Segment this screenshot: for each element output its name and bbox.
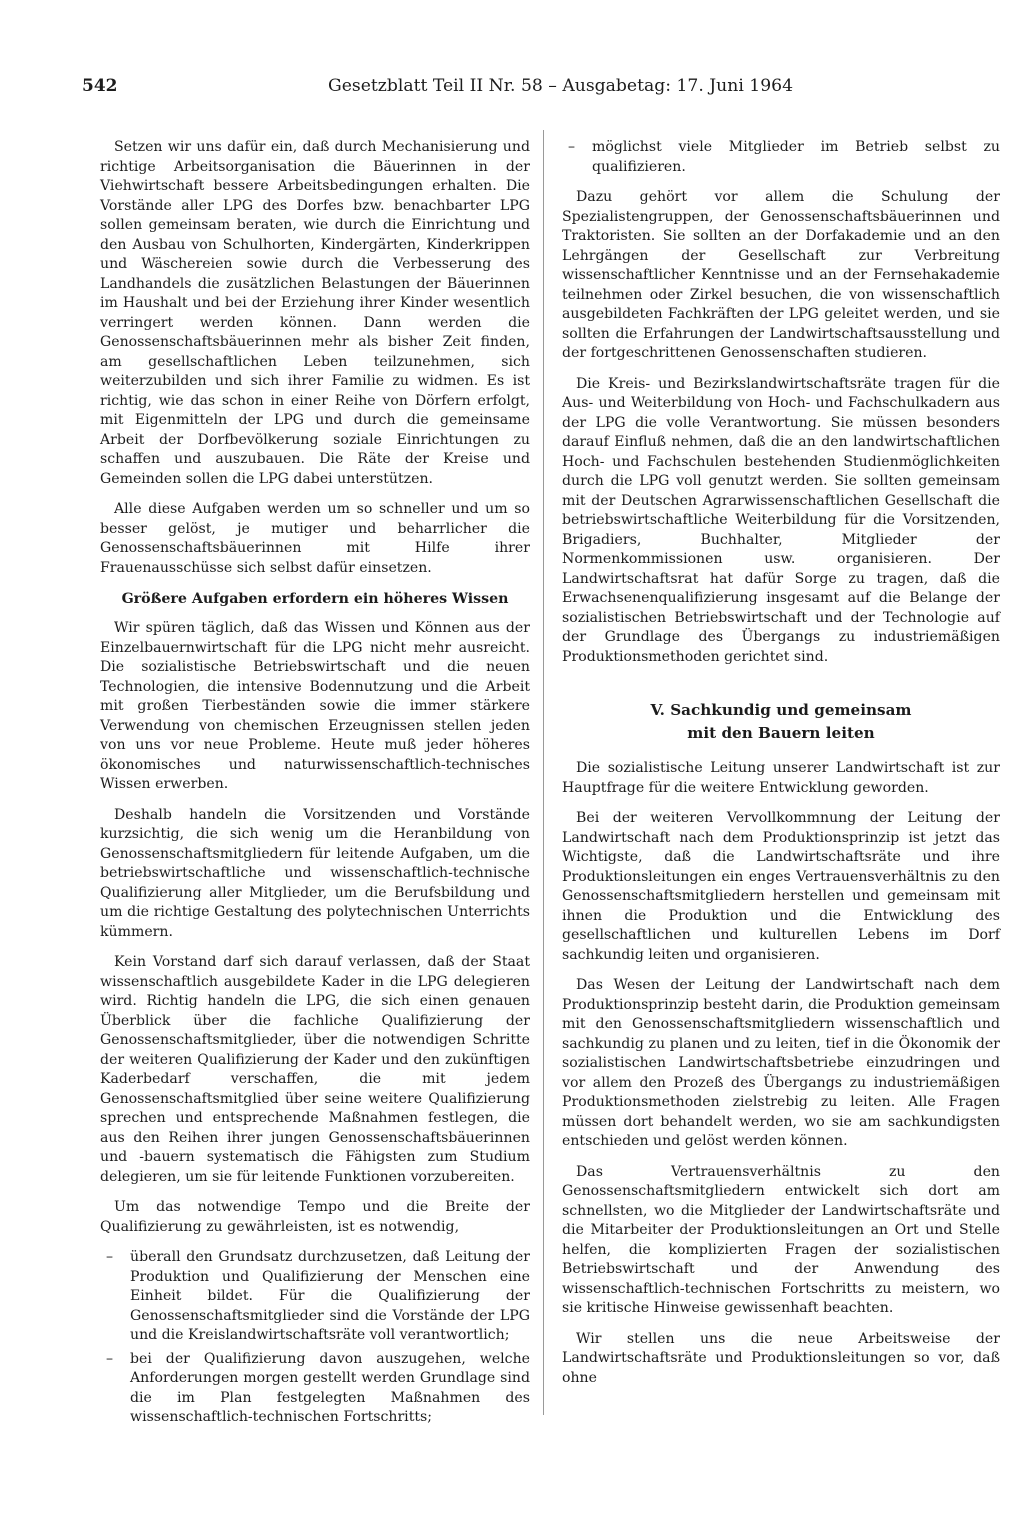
paragraph: Wir stellen uns die neue Arbeitsweise der Landwirtschaftsräte und Produktionsleitungen so vor, daß ohne	[562, 1330, 1000, 1386]
list-item: – möglichst viele Mitglieder im Betrieb selbst zu qualifizieren.	[562, 138, 1000, 177]
page-number: 542	[82, 76, 118, 96]
section-heading: Größere Aufgaben erfordern ein höheres Wissen	[121, 591, 509, 607]
paragraph: Das Vertrauensverhältnis zu den Genossenschaftsmitgliedern entwickelt sich dort am schnellsten, wo die Mitglieder der Landwirtschaftsräte und die Mitarbeiter der Produktionsleitungen an Ort und Stelle helfen, die komplizierten Fragen der sozialistischen Betriebswirtschaft und der Anwendung des wissenschaftlich-technischen Fortschritts zu meistern, wo sie kritische Hinweise gewissenhaft beachten.	[562, 1163, 1000, 1316]
column-divider	[543, 130, 544, 1415]
right-column	[562, 138, 1000, 1399]
chapter-heading-line: V. Sachkundig und gemeinsam	[650, 701, 912, 719]
list-item: – bei der Qualifizierung davon auszugehen, welche Anforderungen morgen gestellt werden Grundlage sind die im Plan festgelegten Maßnahmen des wissenschaftlich-technischen Fortschritts;	[100, 1350, 530, 1428]
page-header	[82, 76, 986, 104]
paragraph: Die Kreis- und Bezirkslandwirtschaftsräte tragen für die Aus- und Weiterbildung von Hoch- und Fachschulkadern aus der LPG die volle Verantwortung. Sie müssen besonders darauf Einfluß nehmen, daß die an den landwirtschaftlichen Hoch- und Fachschulen bestehenden Studienmöglichkeiten durch die LPG voll genutzt werden. Sie sollten gemeinsam mit der Deutschen Agrarwissenschaftlichen Gesellschaft die betriebswirtschaftliche Weiterbildung für die Vorsitzenden, Brigadiers, Buchhalter, Mitglieder der Normenkommissionen usw. organisieren. Der Landwirtschaftsrat hat dafür Sorge zu tragen, daß die Erwachsenenqualifizierung insgesamt auf die Belange der sozialistischen Betriebswirtschaft und der Technologie auf der Grundlage des Übergangs zu industriemäßigen Produktionsmethoden gerichtet sind.	[562, 375, 1000, 665]
paragraph: Wir spüren täglich, daß das Wissen und Können aus der Einzelbauernwirtschaft für die LPG nicht mehr ausreicht. Die sozialistische Betriebswirtschaft und die neuen Technologien, die intensive Bodennutzung und die Arbeit mit großen Tierbeständen sowie die immer stärkere Verwendung von chemischen Erzeugnissen stellen jeden von uns vor neue Probleme. Heute muß jeder höheres ökonomisches und naturwissenschaftlich-technisches Wissen erwerben.	[100, 620, 530, 792]
running-head: Gesetzblatt Teil II Nr. 58 – Ausgabetag: 17. Juni 1964	[328, 76, 794, 96]
paragraph: Das Wesen der Leitung der Landwirtschaft nach dem Produktionsprinzip besteht darin, die Produktion gemeinsam mit den Genossenschaftsmitgliedern wissenschaftlich und sachkundig zu planen und zu leiten, tief in die Ökonomik der sozialistischen Landwirtschaftsbetriebe einzudringen und vor allem den Prozeß des Übergangs zu industriemäßigen Produktionsmethoden zielstrebig zu leiten. Alle Fragen müssen dort behandelt werden, wo sie am sachkundigsten entschieden und gelöst werden können.	[562, 977, 1000, 1149]
list-item: – überall den Grundsatz durchzusetzen, daß Leitung der Produktion und Qualifizierung der Menschen eine Einheit bildet. Für die Qualifizierung der Genossenschaftsmitglieder sind die Vorstände der LPG und die Kreislandwirtschaftsräte voll verantwortlich;	[100, 1248, 530, 1346]
paragraph: Dazu gehört vor allem die Schulung der Spezialistengruppen, der Genossenschaftsbäuerinnen und Traktoristen. Sie sollten an der Dorfakademie und an den Lehrgängen der Gesellschaft zur Verbreitung wissenschaftlicher Kenntnisse und an der Fernsehakademie teilnehmen oder Zirkel besuchen, die von wissenschaftlich ausgebildeten Fachkräften der LPG geleitet werden, und sie sollten die Erfahrungen der Landwirtschaftsausstellung und der fortgeschrittenen Genossenschaften studieren.	[562, 189, 1000, 361]
paragraph: Setzen wir uns dafür ein, daß durch Mechanisierung und richtige Arbeitsorganisation die Bäuerinnen in der Viehwirtschaft bessere Arbeitsbedingungen erhalten. Die Vorstände aller LPG des Dorfes bzw. benachbarter LPG sollen gemeinsam beraten, wie durch die Einrichtung und den Ausbau von Schulhorten, Kindergärten, Kinderkrippen und Wäschereien sowie durch die Verbesserung des Landhandels die zusätzlichen Belastungen der Bäuerinnen im Haushalt und bei der Erziehung ihrer Kinder wesentlich verringert werden können. Dann werden die Genossenschaftsbäuerinnen mehr als bisher Zeit finden, am gesellschaftlichen Leben teilzunehmen, sich weiterzubilden und sich ihrer Familie zu widmen. Es ist richtig, wie das schon in einer Reihe von Dörfern erfolgt, mit Eigenmitteln der LPG und durch die gemeinsame Arbeit der Dorfbevölkerung soziale Einrichtungen zu schaffen und auszubauen. Die Räte der Kreise und Gemeinden sollen die LPG dabei unterstützen.	[100, 139, 530, 487]
paragraph: Die sozialistische Leitung unserer Landwirtschaft ist zur Hauptfrage für die weitere Entwicklung geworden.	[562, 760, 1000, 796]
paragraph: Alle diese Aufgaben werden um so schneller und um so besser gelöst, je mutiger und beharrlicher die Genossenschaftsbäuerinnen mit Hilfe ihrer Frauenausschüsse sich selbst dafür einsetzen.	[100, 501, 530, 576]
chapter-heading	[562, 699, 1000, 745]
paragraph: Deshalb handeln die Vorsitzenden und Vorstände kurzsichtig, die sich wenig um die Heranbildung von Genossenschaftsmitgliedern für leitende Aufgaben, um die betriebswirtschaftliche und wissenschaftlich-technische Qualifizierung aller Mitglieder, um die Berufsbildung und um die richtige Gestaltung des polytechnischen Unterrichts kümmern.	[100, 806, 530, 940]
paragraph: Bei der weiteren Vervollkommnung der Leitung der Landwirtschaft nach dem Produktionsprinzip ist jetzt das Wichtigste, daß die Landwirtschaftsräte und ihre Produktionsleitungen ein enges Vertrauensverhältnis zu den Genossenschaftsmitgliedern herstellen und gemeinsam mit ihnen die Produktion und die Entwicklung des gesellschaftlichen und kulturellen Lebens im Dorf sachkundig leiten und organisieren.	[562, 810, 1000, 963]
dash-list	[100, 1248, 530, 1428]
paragraph: Um das notwendige Tempo und die Breite der Qualifizierung zu gewährleisten, ist es notwendig,	[100, 1199, 530, 1235]
dash-list	[562, 138, 1000, 177]
paragraph: Kein Vorstand darf sich darauf verlassen, daß der Staat wissenschaftlich ausgebildete Kader in die LPG delegieren wird. Richtig handeln die LPG, die sich einen genauen Überblick über die fachliche Qualifizierung der Genossenschaftsmitglieder, über die notwendigen Schritte der weiteren Qualifizierung der Kader und den zukünftigen Kaderbedarf verschaffen, die mit jedem Genossenschaftsmitglied über seine weitere Qualifizierung sprechen und entsprechende Maßnahmen festlegen, die aus den Reihen ihrer jungen Genossenschaftsbäuerinnen und -bauern systematisch die Fähigsten zum Studium delegieren, um sie für leitende Funktionen vorzubereiten.	[100, 954, 530, 1185]
chapter-heading-line: mit den Bauern leiten	[687, 724, 875, 742]
left-column	[100, 138, 530, 1439]
